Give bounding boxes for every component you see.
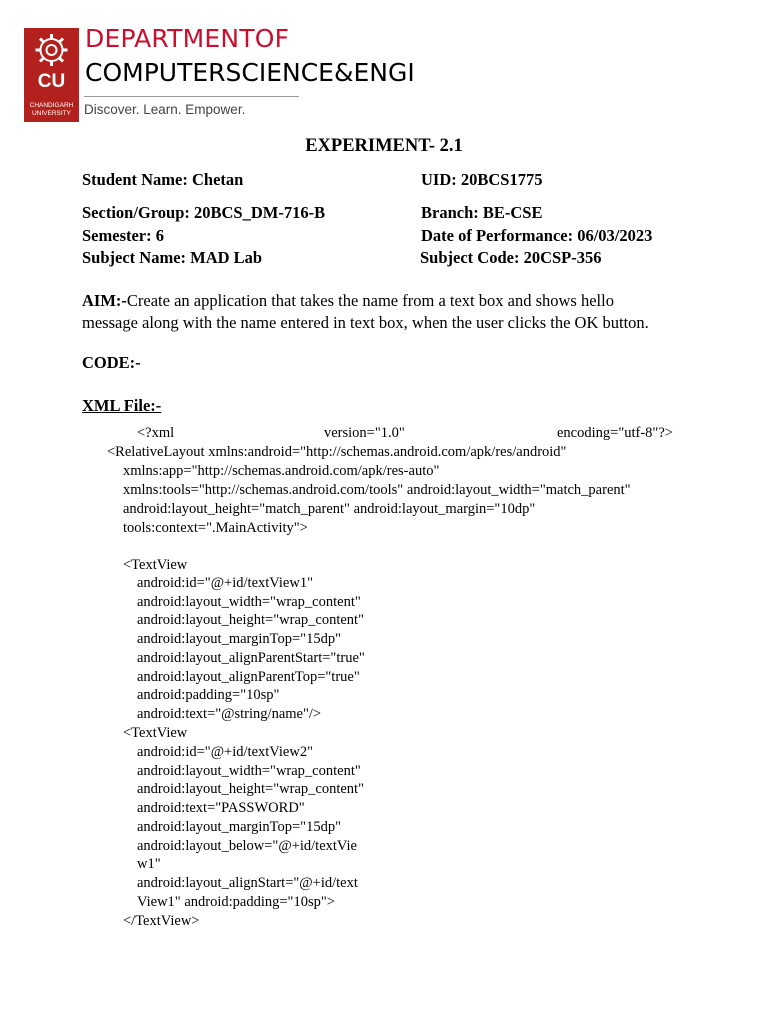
department-line2: COMPUTERSCIENCE&ENGI bbox=[85, 58, 415, 87]
xml-declaration-start: <?xml bbox=[137, 425, 175, 441]
code-line: android:layout_marginTop="15dp" bbox=[137, 631, 341, 647]
code-line: xmlns:app="http://schemas.android.com/apk/res-auto" bbox=[123, 463, 440, 479]
code-line: w1" bbox=[137, 856, 161, 872]
student-name: Student Name: Chetan bbox=[82, 170, 244, 189]
code-line: android:layout_width="wrap_content" bbox=[137, 594, 361, 610]
code-line: android:layout_height="match_parent" android:layout_margin="10dp" bbox=[123, 501, 536, 517]
section-group: Section/Group: 20BCS_DM-716-B bbox=[82, 203, 326, 222]
code-heading: CODE:- bbox=[82, 353, 141, 372]
code-line: </TextView> bbox=[123, 913, 200, 929]
branch: Branch: BE-CSE bbox=[421, 203, 543, 222]
university-logo bbox=[24, 28, 79, 122]
code-line: android:padding="10sp" bbox=[137, 687, 280, 703]
subject-name: Subject Name: MAD Lab bbox=[82, 248, 263, 267]
logo-university-name bbox=[24, 102, 79, 117]
aim-label: AIM:- bbox=[82, 291, 127, 310]
header-divider bbox=[84, 96, 299, 97]
aim-text-line2: message along with the name entered in text box, when the user clicks the OK button. bbox=[82, 312, 649, 332]
code-line: android:layout_height="wrap_content" bbox=[137, 612, 364, 628]
code-line: android:text="PASSWORD" bbox=[137, 800, 305, 816]
code-line: android:layout_alignStart="@+id/text bbox=[137, 875, 358, 891]
xml-declaration-version: version="1.0" bbox=[324, 425, 405, 441]
code-line: View1" android:padding="10sp"> bbox=[137, 894, 335, 910]
page-header bbox=[24, 24, 444, 124]
logo-name-line2: UNIVERSITY bbox=[31, 109, 71, 117]
xml-file-heading: XML File:- bbox=[82, 396, 162, 415]
code-line: <TextView bbox=[123, 725, 188, 741]
semester: Semester: 6 bbox=[82, 226, 165, 245]
aim-text-line1: Create an application that takes the name from a text box and shows hello bbox=[126, 291, 614, 310]
subject-code: Subject Code: 20CSP-356 bbox=[420, 248, 602, 267]
code-line: android:text="@string/name"/> bbox=[137, 706, 322, 722]
code-line: <TextView bbox=[123, 557, 188, 573]
code-line: android:id="@+id/textView1" bbox=[137, 575, 313, 591]
xml-declaration-encoding: encoding="utf-8"?> bbox=[557, 425, 673, 441]
code-line: <RelativeLayout xmlns:android="http://schemas.android.com/apk/res/android" bbox=[107, 444, 567, 460]
code-line: android:layout_marginTop="15dp" bbox=[137, 819, 341, 835]
date-of-performance: Date of Performance: 06/03/2023 bbox=[421, 226, 653, 245]
code-line: android:layout_below="@+id/textVie bbox=[137, 838, 357, 854]
code-line: android:layout_alignParentStart="true" bbox=[137, 650, 365, 666]
university-tagline: Discover. Learn. Empower. bbox=[84, 102, 246, 117]
aim-paragraph bbox=[82, 290, 722, 333]
code-line: xmlns:tools="http://schemas.android.com/tools" android:layout_width="match_parent" bbox=[123, 482, 631, 498]
code-line: android:layout_alignParentTop="true" bbox=[137, 669, 360, 685]
code-line: android:id="@+id/textView2" bbox=[137, 744, 313, 760]
code-line: android:layout_width="wrap_content" bbox=[137, 763, 361, 779]
department-line1: DEPARTMENTOF bbox=[85, 24, 290, 53]
logo-name-line1: CHANDIGARH bbox=[29, 102, 74, 109]
student-uid: UID: 20BCS1775 bbox=[421, 170, 543, 189]
aim-line1 bbox=[82, 290, 722, 312]
logo-abbreviation: CU bbox=[37, 71, 66, 92]
code-line: tools:context=".MainActivity"> bbox=[123, 520, 308, 536]
code-line: android:layout_height="wrap_content" bbox=[137, 781, 364, 797]
experiment-title: EXPERIMENT- 2.1 bbox=[305, 136, 463, 156]
